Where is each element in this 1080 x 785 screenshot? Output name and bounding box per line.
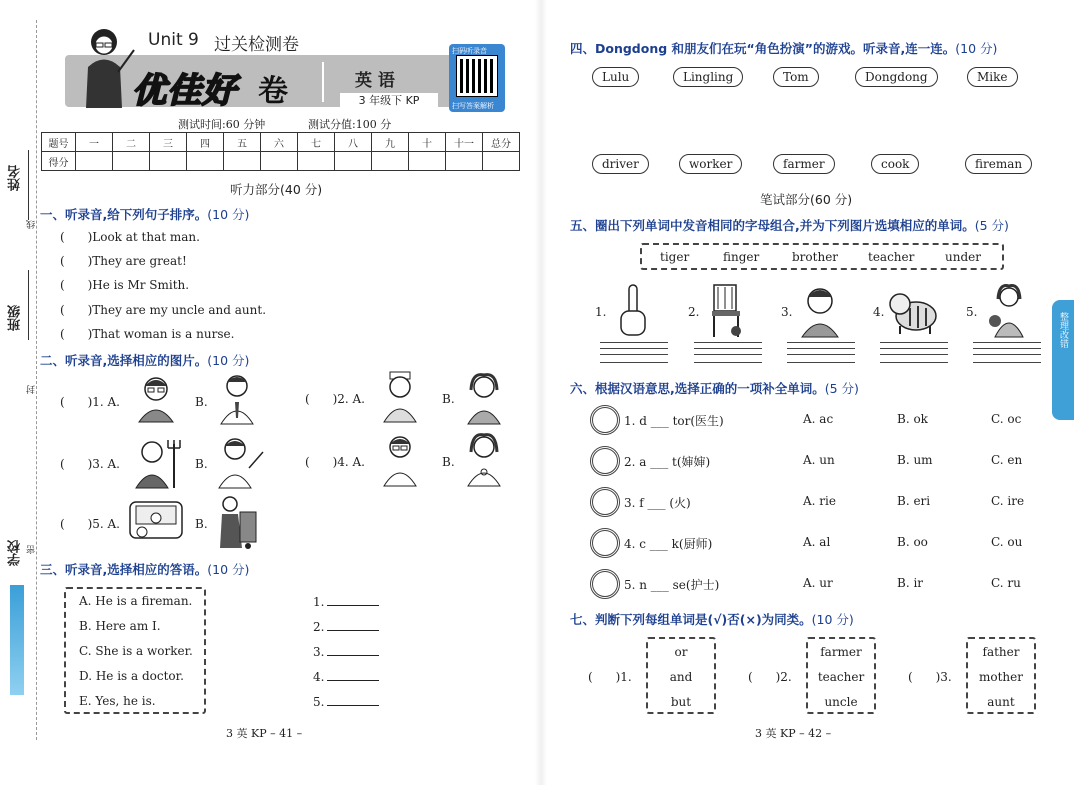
col-9: 九 [372,133,409,152]
score-cell[interactable] [372,152,409,171]
s6-q3: 3. f ___ (火) [624,496,691,510]
name-pill-tom[interactable]: Tom [773,67,819,87]
s1-title: 一、听录音,给下列句子排序。(10 分) [40,207,250,222]
woman-ball-picture [985,283,1029,339]
job-pill-driver[interactable]: driver [592,154,649,174]
page-gutter [535,0,547,785]
score-cell[interactable] [150,152,187,171]
s5-lines-5b [973,348,1041,349]
s5-lines-1a [600,342,668,343]
s3-title: 三、听录音,选择相应的答语。(10 分) [40,562,250,577]
s5-lines-1c [600,354,668,355]
teacher-illustration [78,22,138,110]
s7-g3-w3: aunt [987,695,1015,709]
s2-q4[interactable]: ( )4. A. [305,455,365,469]
qr-top-text: 扫码听录音 [452,47,487,55]
name-line [28,150,29,220]
col-6: 六 [261,133,298,152]
s2-q5-b[interactable]: B. [195,517,208,531]
binding-dashed-line [36,20,37,740]
s6-q4-a[interactable]: A. al [803,535,831,549]
s6-q2-c[interactable]: C. en [991,453,1023,467]
s6-q5: 5. n ___ se(护士) [624,578,720,592]
unit-title: 过关检测卷 [214,35,299,55]
s1-item-2[interactable]: ( )They are great! [60,254,187,268]
chair-picture [706,283,746,339]
s1-item-5[interactable]: ( )That woman is a nurse. [60,327,235,341]
qr-code [457,56,497,96]
name-pill-lingling[interactable]: Lingling [673,67,743,87]
score-row-label: 题号 [42,133,76,152]
s7-answer-3[interactable]: ( )3. [908,670,952,684]
s6-q4-b[interactable]: B. oo [897,535,928,549]
s6-q5-c[interactable]: C. ru [991,576,1021,590]
header-divider [322,62,324,102]
s5-lines-4a [880,342,948,343]
doctor-picture [378,432,422,488]
xian-label: 线 [27,220,37,229]
s3-blank-2[interactable]: 2. [313,620,379,634]
nurse-picture [378,370,422,424]
s6-title: 六、根据汉语意思,选择正确的一项补全单词。(5 分) [570,381,859,396]
s3-blank-3[interactable]: 3. [313,645,379,659]
s5-lines-4b [880,348,948,349]
s6-q1-b[interactable]: B. ok [897,412,928,426]
job-pill-fireman[interactable]: fireman [965,154,1032,174]
s3-blank-1[interactable]: 1. [313,595,379,609]
school-label: 学校 [8,540,23,566]
class-line [28,270,29,340]
left-blue-strip [10,585,24,695]
s6-q1: 1. d ___ tor(医生) [624,414,724,428]
s1-item-4[interactable]: ( )They are my uncle and aunt. [60,303,267,317]
col-1: 一 [76,133,113,152]
s2-q2-b[interactable]: B. [442,392,455,406]
s3-option-e: E. Yes, he is. [79,694,156,708]
s2-q1[interactable]: ( )1. A. [60,395,120,409]
col-total: 总分 [483,133,520,152]
col-5: 五 [224,133,261,152]
right-tab-label: 整理改错 [1058,312,1068,348]
s5-lines-3d [787,362,855,363]
s6-q2-b[interactable]: B. um [897,453,933,467]
unit-label: Unit 9 [148,30,199,50]
s5-word-brother[interactable]: brother [792,250,839,264]
s3-blank-4[interactable]: 4. [313,670,379,684]
s2-q3-b[interactable]: B. [195,457,208,471]
worker-picture [212,494,264,550]
score-cell[interactable] [261,152,298,171]
s1-item-3[interactable]: ( )He is Mr Smith. [60,278,190,292]
s6-answer-circle-5[interactable] [590,569,620,599]
col-4: 四 [187,133,224,152]
s7-g2-w3: uncle [824,695,858,709]
s6-q3-c[interactable]: C. ire [991,494,1025,508]
s6-q4: 4. c ___ k(厨师) [624,537,713,551]
s6-answer-circle-2[interactable] [590,446,620,476]
tiger-picture [886,286,942,336]
listening-heading: 听力部分(40 分) [230,182,323,197]
score-cell[interactable] [187,152,224,171]
score-row2-label: 得分 [42,152,76,171]
s5-lines-3c [787,354,855,355]
s6-q2: 2. a ___ t(婶婶) [624,455,711,469]
name-label: 姓名 [8,165,23,191]
grade-label: 3 年级下 KP [340,93,438,109]
s5-lines-2c [694,354,762,355]
subject-label: 英 语 [355,71,395,91]
s7-g1-w2: and [669,670,693,684]
s5-num-1: 1. [595,305,607,319]
s5-lines-2b [694,348,762,349]
s5-lines-5a [973,342,1041,343]
s6-answer-circle-4[interactable] [590,528,620,558]
driver-picture [128,498,184,542]
s2-q3[interactable]: ( )3. A. [60,457,120,471]
s6-q2-a[interactable]: A. un [803,453,835,467]
s5-lines-2d [694,362,762,363]
finger-picture [615,283,651,339]
s7-g2-w2: teacher [817,670,865,684]
boy-picture [797,283,843,339]
s5-word-under[interactable]: under [945,250,981,264]
s5-num-3: 3. [781,305,793,319]
s5-word-finger[interactable]: finger [723,250,760,264]
s5-word-teacher[interactable]: teacher [868,250,915,264]
woman-doctor-picture [462,432,506,488]
s2-q5[interactable]: ( )5. A. [60,517,120,531]
qr-bottom-text: 扫写答案解析 [452,102,494,110]
score-cell[interactable] [76,152,113,171]
name-pill-mike[interactable]: Mike [967,67,1018,87]
s6-q5-a[interactable]: A. ur [803,576,833,590]
score-cell[interactable] [409,152,446,171]
s7-title: 七、判断下列每组单词是(√)否(×)为同类。(10 分) [570,612,854,627]
score-cell[interactable] [335,152,372,171]
farmer-picture [132,436,184,490]
brand-logo-2: 卷 [258,74,288,109]
s5-lines-2a [694,342,762,343]
col-3: 三 [150,133,187,152]
col-8: 八 [335,133,372,152]
man-glasses-picture [134,374,178,424]
s5-lines-3b [787,348,855,349]
col-10: 十 [409,133,446,152]
job-pill-farmer[interactable]: farmer [773,154,835,174]
s6-answer-circle-3[interactable] [590,487,620,517]
score-cell[interactable] [298,152,335,171]
woman-picture [462,372,506,426]
s3-blank-5[interactable]: 5. [313,695,379,709]
s6-answer-circle-1[interactable] [590,405,620,435]
s5-lines-5c [973,354,1041,355]
score-cell[interactable] [483,152,520,171]
s2-q2[interactable]: ( )2. A. [305,392,365,406]
s7-answer-2[interactable]: ( )2. [748,670,792,684]
s5-num-4: 4. [873,305,885,319]
s3-option-d: D. He is a doctor. [79,669,184,683]
s5-lines-5d [973,362,1041,363]
s5-lines-1d [600,362,668,363]
feng-label: 封 [27,385,37,394]
written-heading: 笔试部分(60 分) [760,192,853,207]
s7-answer-1[interactable]: ( )1. [588,670,632,684]
brand-logo: 优佳好 [132,71,237,111]
s5-lines-1b [600,348,668,349]
s7-g1-w3: but [670,695,692,709]
s6-q1-c[interactable]: C. oc [991,412,1022,426]
s1-item-1[interactable]: ( )Look at that man. [60,230,200,244]
footer-right: 3 英 KP – 42 – [755,727,832,740]
score-cell[interactable] [446,152,483,171]
score-cell[interactable] [113,152,150,171]
col-2: 二 [113,133,150,152]
name-pill-lulu[interactable]: Lulu [592,67,639,87]
score-cell[interactable] [224,152,261,171]
s2-q1-b[interactable]: B. [195,395,208,409]
s6-q4-c[interactable]: C. ou [991,535,1023,549]
s7-g2-w1: farmer [820,645,862,659]
s3-option-c: C. She is a worker. [79,644,193,658]
test-time: 测试时间:60 分钟 [178,118,266,131]
s7-g3-w1: father [982,645,1020,659]
s5-word-tiger[interactable]: tiger [660,250,690,264]
s5-lines-4d [880,362,948,363]
s6-q3-a[interactable]: A. rie [803,494,836,508]
test-score: 测试分值:100 分 [308,118,392,131]
s3-option-b: B. Here am I. [79,619,161,633]
s2-q4-b[interactable]: B. [442,455,455,469]
s7-g3-w2: mother [979,670,1023,684]
s2-title: 二、听录音,选择相应的图片。(10 分) [40,353,250,368]
col-7: 七 [298,133,335,152]
s4-title: 四、Dongdong 和朋友们在玩“角色扮演”的游戏。听录音,连一连。(10 分) [570,41,998,56]
s6-q3-b[interactable]: B. eri [897,494,931,508]
job-pill-cook[interactable]: cook [871,154,919,174]
s5-num-2: 2. [688,305,700,319]
mi-label: 密 [27,545,37,554]
s6-q5-b[interactable]: B. ir [897,576,924,590]
s5-num-5: 5. [966,305,978,319]
s3-option-a: A. He is a fireman. [79,594,193,608]
score-table [41,132,520,171]
s5-title: 五、圈出下列单词中发音相同的字母组合,并为下列图片选填相应的单词。(5 分) [570,218,1009,233]
col-11: 十一 [446,133,483,152]
class-label: 班级 [8,305,23,331]
footer-left: 3 英 KP – 41 – [226,727,303,740]
man-tie-picture [215,372,259,426]
s7-g1-w1: or [674,645,688,659]
s6-q1-a[interactable]: A. ac [803,412,834,426]
teacher-picture [215,434,265,490]
job-pill-worker[interactable]: worker [679,154,742,174]
name-pill-dongdong[interactable]: Dongdong [855,67,938,87]
s5-lines-4c [880,354,948,355]
s5-lines-3a [787,342,855,343]
